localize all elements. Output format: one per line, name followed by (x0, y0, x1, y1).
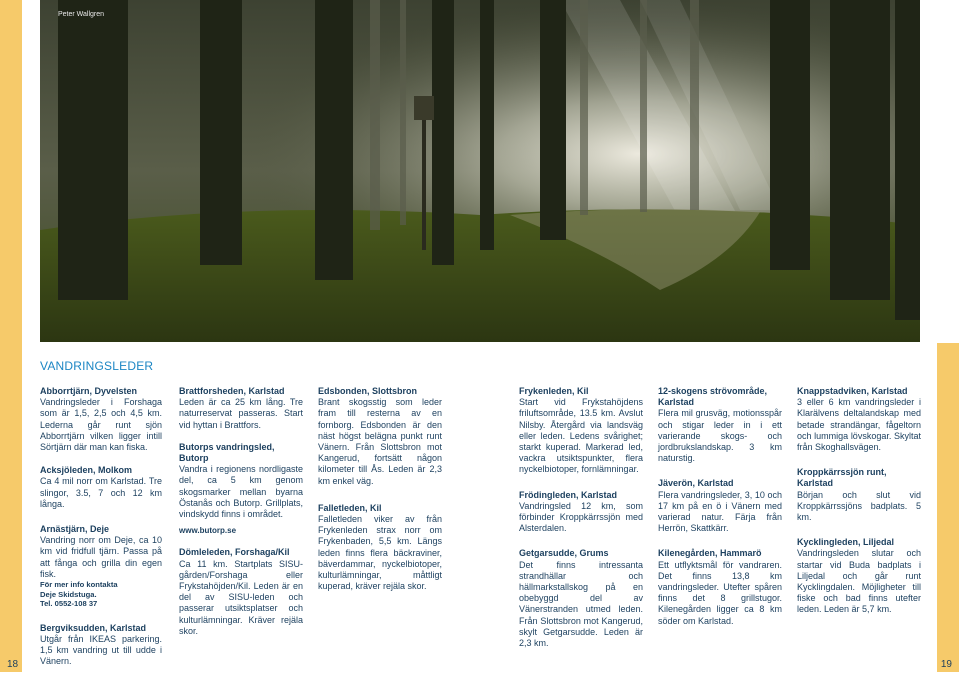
contact-line: Deje Skidstuga. (40, 589, 97, 599)
trail-entry (318, 386, 442, 487)
trail-description: 3 eller 6 km vandringsleder i Klarälvens deltalandskap med betade strandängar, fågeltorn och lummiga lövskogar. Skyltat från Skoghallsvägen. (797, 397, 921, 453)
column-4 (519, 386, 643, 660)
photo-credit: Peter Wallgren (58, 11, 105, 18)
trail-entry (40, 386, 162, 453)
trail-entry (40, 465, 162, 510)
page-number-right: 19 (940, 659, 952, 670)
trail-entry (40, 623, 162, 668)
right-color-bar (937, 343, 959, 672)
trail-entry (179, 386, 303, 431)
trail-entry (797, 386, 921, 453)
section-title: VANDRINGSLEDER (40, 359, 154, 373)
contact-line: Tel. 0552-108 37 (40, 599, 98, 609)
trail-entry (40, 524, 162, 609)
trail-entry (179, 547, 303, 637)
contact-info (40, 580, 162, 609)
trail-title: Butorps vandringsled, Butorp (179, 441, 275, 464)
contact-line: För mer info kontakta (40, 580, 118, 590)
trail-title: Jäverön, Karlstad (658, 478, 734, 489)
trail-description: Flera vandringsleder, 3, 10 och 17 km på en ö i Vänern med varierad natur. Färja från Herrön, Skattkärr. (658, 489, 782, 534)
trail-description: Vandringsled 12 km, som förbinder Kroppkärrssjön med Alsterdalen. (519, 500, 643, 534)
trail-title: Brattforsheden, Karlstad (179, 386, 285, 396)
trail-entry (519, 386, 643, 476)
trail-description: Falletleden viker av från Frykenleden strax norr om Frykenbaden, 5,5 km. Längs leden finns flera bäckraviner, bäverdammar, nyckelbiotoper, kulturlämningar, måttligt kuperad, kräver rejäla skor. (318, 514, 442, 592)
trail-entry (179, 442, 303, 537)
page-number-left: 18 (7, 659, 19, 670)
trail-title: Falletleden, Kil (318, 502, 382, 513)
column-2 (179, 386, 303, 648)
trail-title: Frykenleden, Kil (519, 386, 589, 396)
trail-description: Början och slut vid Kroppkärrssjöns badplats. 5 km. (797, 489, 921, 523)
trail-title: Dömleleden, Forshaga/Kil (179, 547, 290, 558)
trail-description: Utgår från IKEAS parkering. 1,5 km vandring ut till udde i Vänern. (40, 633, 162, 667)
trail-description: Vandra i regionens nordligaste del, ca 5 km genom skogsmarker mellan byarna Östanås och Butorp. Grillplats, vindskydd finns i området. (179, 464, 303, 520)
trail-description: Vandringsleden slutar och startar vid Buda badplats i Liljedal och går runt Kycklingdalen. Möjligheter till fiske och bad finns utefter leden. Leden är 5,7 km. (797, 548, 921, 615)
trail-entry (519, 490, 643, 535)
trail-title: Abborrtjärn, Dyvelsten (40, 386, 138, 396)
trail-description: Brant skogsstig som leder fram till resterna av en fornborg. Edsbonden är den näst högst belägna punkt runt Vänern. Från Slottsbron mot Kangerud, fortsätt någon kilometer till Ås. Leden är 2,3 km enkel väg. (318, 397, 442, 486)
trail-description: Leden är ca 25 km lång. Tre naturreservat passeras. Start vid hyttan i Brattfors. (179, 397, 303, 430)
trail-title: Getgarsudde, Grums (519, 548, 609, 559)
trail-title: Frödingleden, Karlstad (519, 489, 618, 500)
left-color-bar (0, 0, 22, 672)
trail-description: Vandring norr om Deje, ca 10 km vid fridfull tjärn. Passa på att fånga och grilla din egen fisk. (40, 535, 162, 579)
trail-title: Arnästjärn, Deje (40, 524, 110, 535)
website-link[interactable]: www.butorp.se (179, 526, 237, 536)
trail-entry (797, 537, 921, 615)
trail-title: Kilenegården, Hammarö (658, 548, 762, 559)
trail-description: Ca 4 mil norr om Karlstad. Tre slingor, 3.5, 7 och 12 km långa. (40, 476, 162, 509)
trail-title: Kycklingleden, Liljedal (797, 537, 895, 548)
forest-photo (40, 0, 920, 342)
trail-description: Ett utflyktsmål för vandraren. Det finns 13,8 km vandringsleder. Utefter spåren finns det 8 grillstugor. Kilenegården ligger ca 8 km söder om Karlstad. (658, 559, 782, 626)
trail-title: Bergviksudden, Karlstad (40, 622, 147, 633)
trail-description: Flera mil grusväg, motionsspår och stigar leder in i ett varierande skogs- och jordbrukslandskap. 3 km naturstig. (658, 408, 782, 464)
trail-entry (658, 548, 782, 626)
trail-title: Acksjöleden, Molkom (40, 465, 133, 476)
trail-entry (658, 478, 782, 534)
column-1 (40, 386, 162, 678)
trail-title: Edsbonden, Slottsbron (318, 386, 417, 396)
trail-entry (658, 386, 782, 464)
trail-description: Start vid Frykstahöjdens friluftsområde, 13.5 km. Avslut Nilsby. Återgård via landsväg eller leden. Ledens svårighet; starkt kuperad. Markerad led, vackra utsiktspunkter, flera nyckelbiotoper, fornlämningar. (519, 397, 643, 475)
trail-entry (797, 467, 921, 523)
trail-entry (519, 548, 643, 649)
trail-description: Vandringsleder i Forshaga som är 1,5, 2,5 och 4,5 km. Lederna går runt sjön Abborrtjärn vilken ligger intill Sörtjärn där man kan fiska. (40, 397, 162, 453)
trail-entry (318, 503, 442, 593)
column-6 (797, 386, 921, 627)
trail-title: 12-skogens strövområde, Karlstad (658, 386, 768, 408)
trail-description: Ca 11 km. Startplats SISU-gården/Forshaga eller Frykstahöjden/Kil. Leden är en del av SISU-leden och passerar utsiktsplatser och kulturlämningar. Kräver rejäla skor. (179, 558, 303, 636)
column-5 (658, 386, 782, 638)
trail-title: Kroppkärrssjön runt, Karlstad (797, 467, 887, 489)
trail-title: Knappstadviken, Karlstad (797, 386, 908, 396)
forest-illustration (40, 0, 920, 342)
trail-description: Det finns intressanta strandhällar och hällmarkstallskog på en obebyggd del av Vänerstranden utmed leden. Från Slottsbron mot Kangerud, skylt Getgarsudde. Leden är 2,3 km. (519, 559, 643, 649)
column-3 (318, 386, 442, 603)
